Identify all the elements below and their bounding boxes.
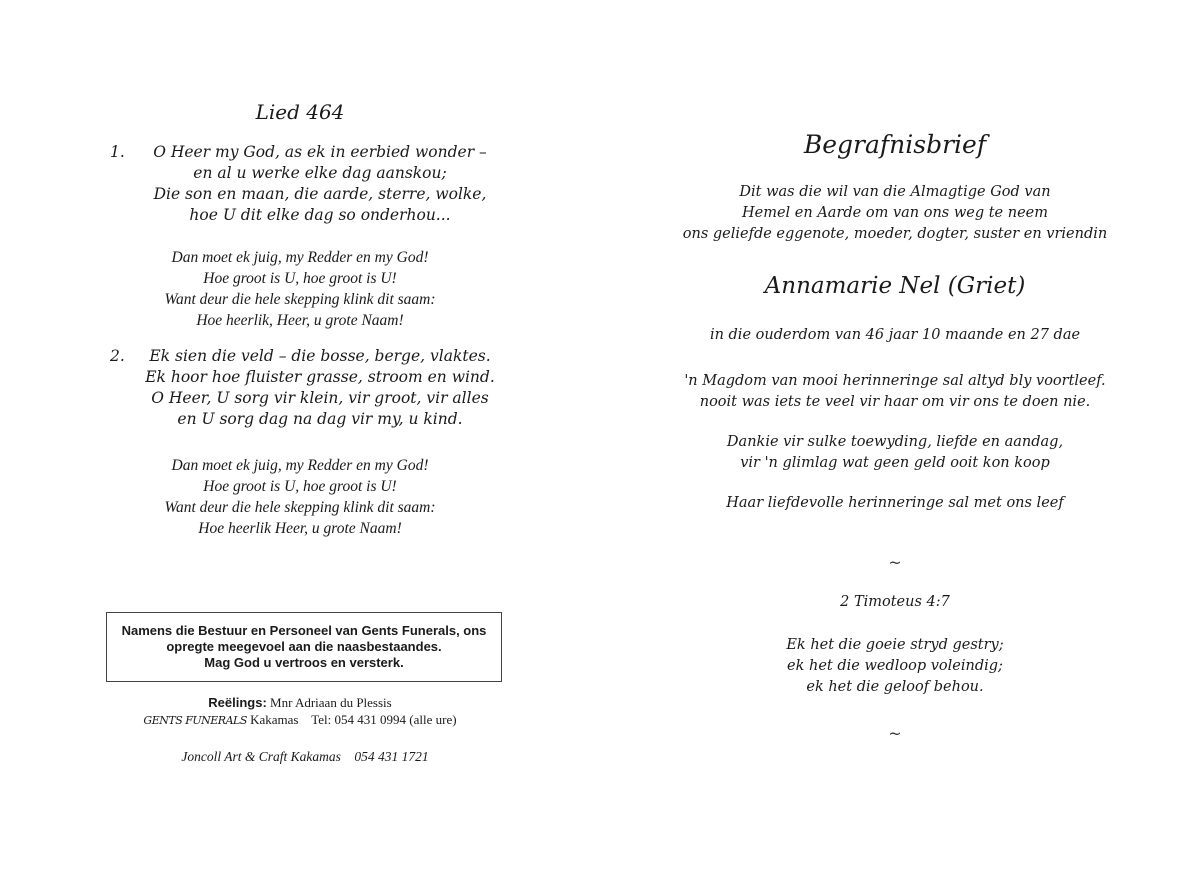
condolence-line: opregte meegevoel aan die naasbestaandes. [166, 639, 442, 654]
intro-text [600, 182, 1190, 245]
chorus-line: Want deur die hele skepping klink dit saam: [164, 499, 436, 516]
chorus-line: Dan moet ek juig, my Redder en my God! [171, 249, 429, 266]
verse-line: en al u werke elke dag aanskou; [193, 164, 447, 182]
printer-credit [0, 749, 610, 765]
scripture-line: ek het die geloof behou. [806, 679, 984, 695]
memories-text [600, 371, 1190, 413]
memories-line: 'n Magdom van mooi herinneringe sal altyd bly voortleef. [684, 373, 1106, 389]
arrangements-phone: Tel: 054 431 0994 (alle ure) [311, 712, 457, 727]
chorus-line: Hoe heerlik Heer, u grote Naam! [198, 520, 402, 537]
deceased-name: Annamarie Nel (Griet) [764, 273, 1026, 299]
verse-2-number: 2. [110, 347, 125, 365]
right-page [600, 0, 1200, 872]
condolence-box [106, 612, 502, 682]
intro-line: ons geliefde eggenote, moeder, dogter, suster en vriendin [682, 226, 1108, 242]
verse-2 [110, 346, 530, 430]
thanks-line: vir 'n glimlag wat geen geld ooit kon koop [740, 455, 1050, 471]
intro-line: Hemel en Aarde om van ons weg te neem [742, 205, 1048, 221]
scripture-line: ek het die wedloop voleindig; [787, 658, 1003, 674]
chorus-2 [0, 455, 600, 539]
scripture-reference: 2 Timoteus 4:7 [840, 594, 950, 610]
flourish-icon: ~ [888, 553, 902, 572]
chorus-line: Want deur die hele skepping klink dit saam: [164, 291, 436, 308]
condolence-line: Namens die Bestuur en Personeel van Gents Funerals, ons [121, 623, 487, 638]
thanks-line: Dankie vir sulke toewyding, liefde en aandag, [726, 434, 1064, 450]
verse-1 [110, 142, 530, 226]
page-title: Begrafnisbrief [803, 130, 987, 159]
flourish-icon: ~ [888, 724, 902, 743]
verse-line: O Heer my God, as ek in eerbied wonder – [153, 143, 487, 161]
scripture-line: Ek het die goeie stryd gestry; [786, 637, 1004, 653]
verse-line: en U sorg dag na dag vir my, u kind. [177, 410, 463, 428]
verse-line: O Heer, U sorg vir klein, vir groot, vir alles [151, 389, 489, 407]
verse-line: Ek sien die veld – die bosse, berge, vlaktes. [149, 347, 491, 365]
age-text: in die ouderdom van 46 jaar 10 maande en 27 dae [709, 327, 1081, 343]
memories-line: nooit was iets te veel vir haar om vir ons te doen nie. [699, 394, 1091, 410]
printer-phone: 054 431 1721 [354, 749, 429, 764]
verse-line: Die son en maan, die aarde, sterre, wolke, [153, 185, 487, 203]
chorus-line: Hoe heerlik, Heer, u grote Naam! [196, 312, 404, 329]
verse-1-number: 1. [110, 143, 125, 161]
arrangements-town: Kakamas [250, 712, 299, 727]
thanks-text [600, 432, 1190, 474]
printer-name: Joncoll Art & Craft Kakamas [181, 749, 341, 764]
live-on-text: Haar liefdevolle herinneringe sal met ons leef [726, 495, 1064, 511]
scripture-text [600, 635, 1190, 698]
gents-funerals-logo: GENTS FUNERALS [143, 714, 247, 727]
intro-line: Dit was die wil van die Almagtige God van [739, 184, 1051, 200]
hymn-title: Lied 464 [255, 100, 345, 124]
verse-line: hoe U dit elke dag so onderhou... [189, 206, 451, 224]
arrangements-label: Reëlings: [208, 695, 267, 710]
chorus-1 [0, 247, 600, 331]
arrangements [0, 694, 600, 729]
verse-line: Ek hoor hoe fluister grasse, stroom en wind. [145, 368, 495, 386]
chorus-line: Hoe groot is U, hoe groot is U! [203, 270, 397, 287]
arrangements-contact: Mnr Adriaan du Plessis [270, 695, 392, 710]
condolence-line: Mag God u vertroos en versterk. [204, 655, 404, 670]
chorus-line: Dan moet ek juig, my Redder en my God! [171, 457, 429, 474]
chorus-line: Hoe groot is U, hoe groot is U! [203, 478, 397, 495]
